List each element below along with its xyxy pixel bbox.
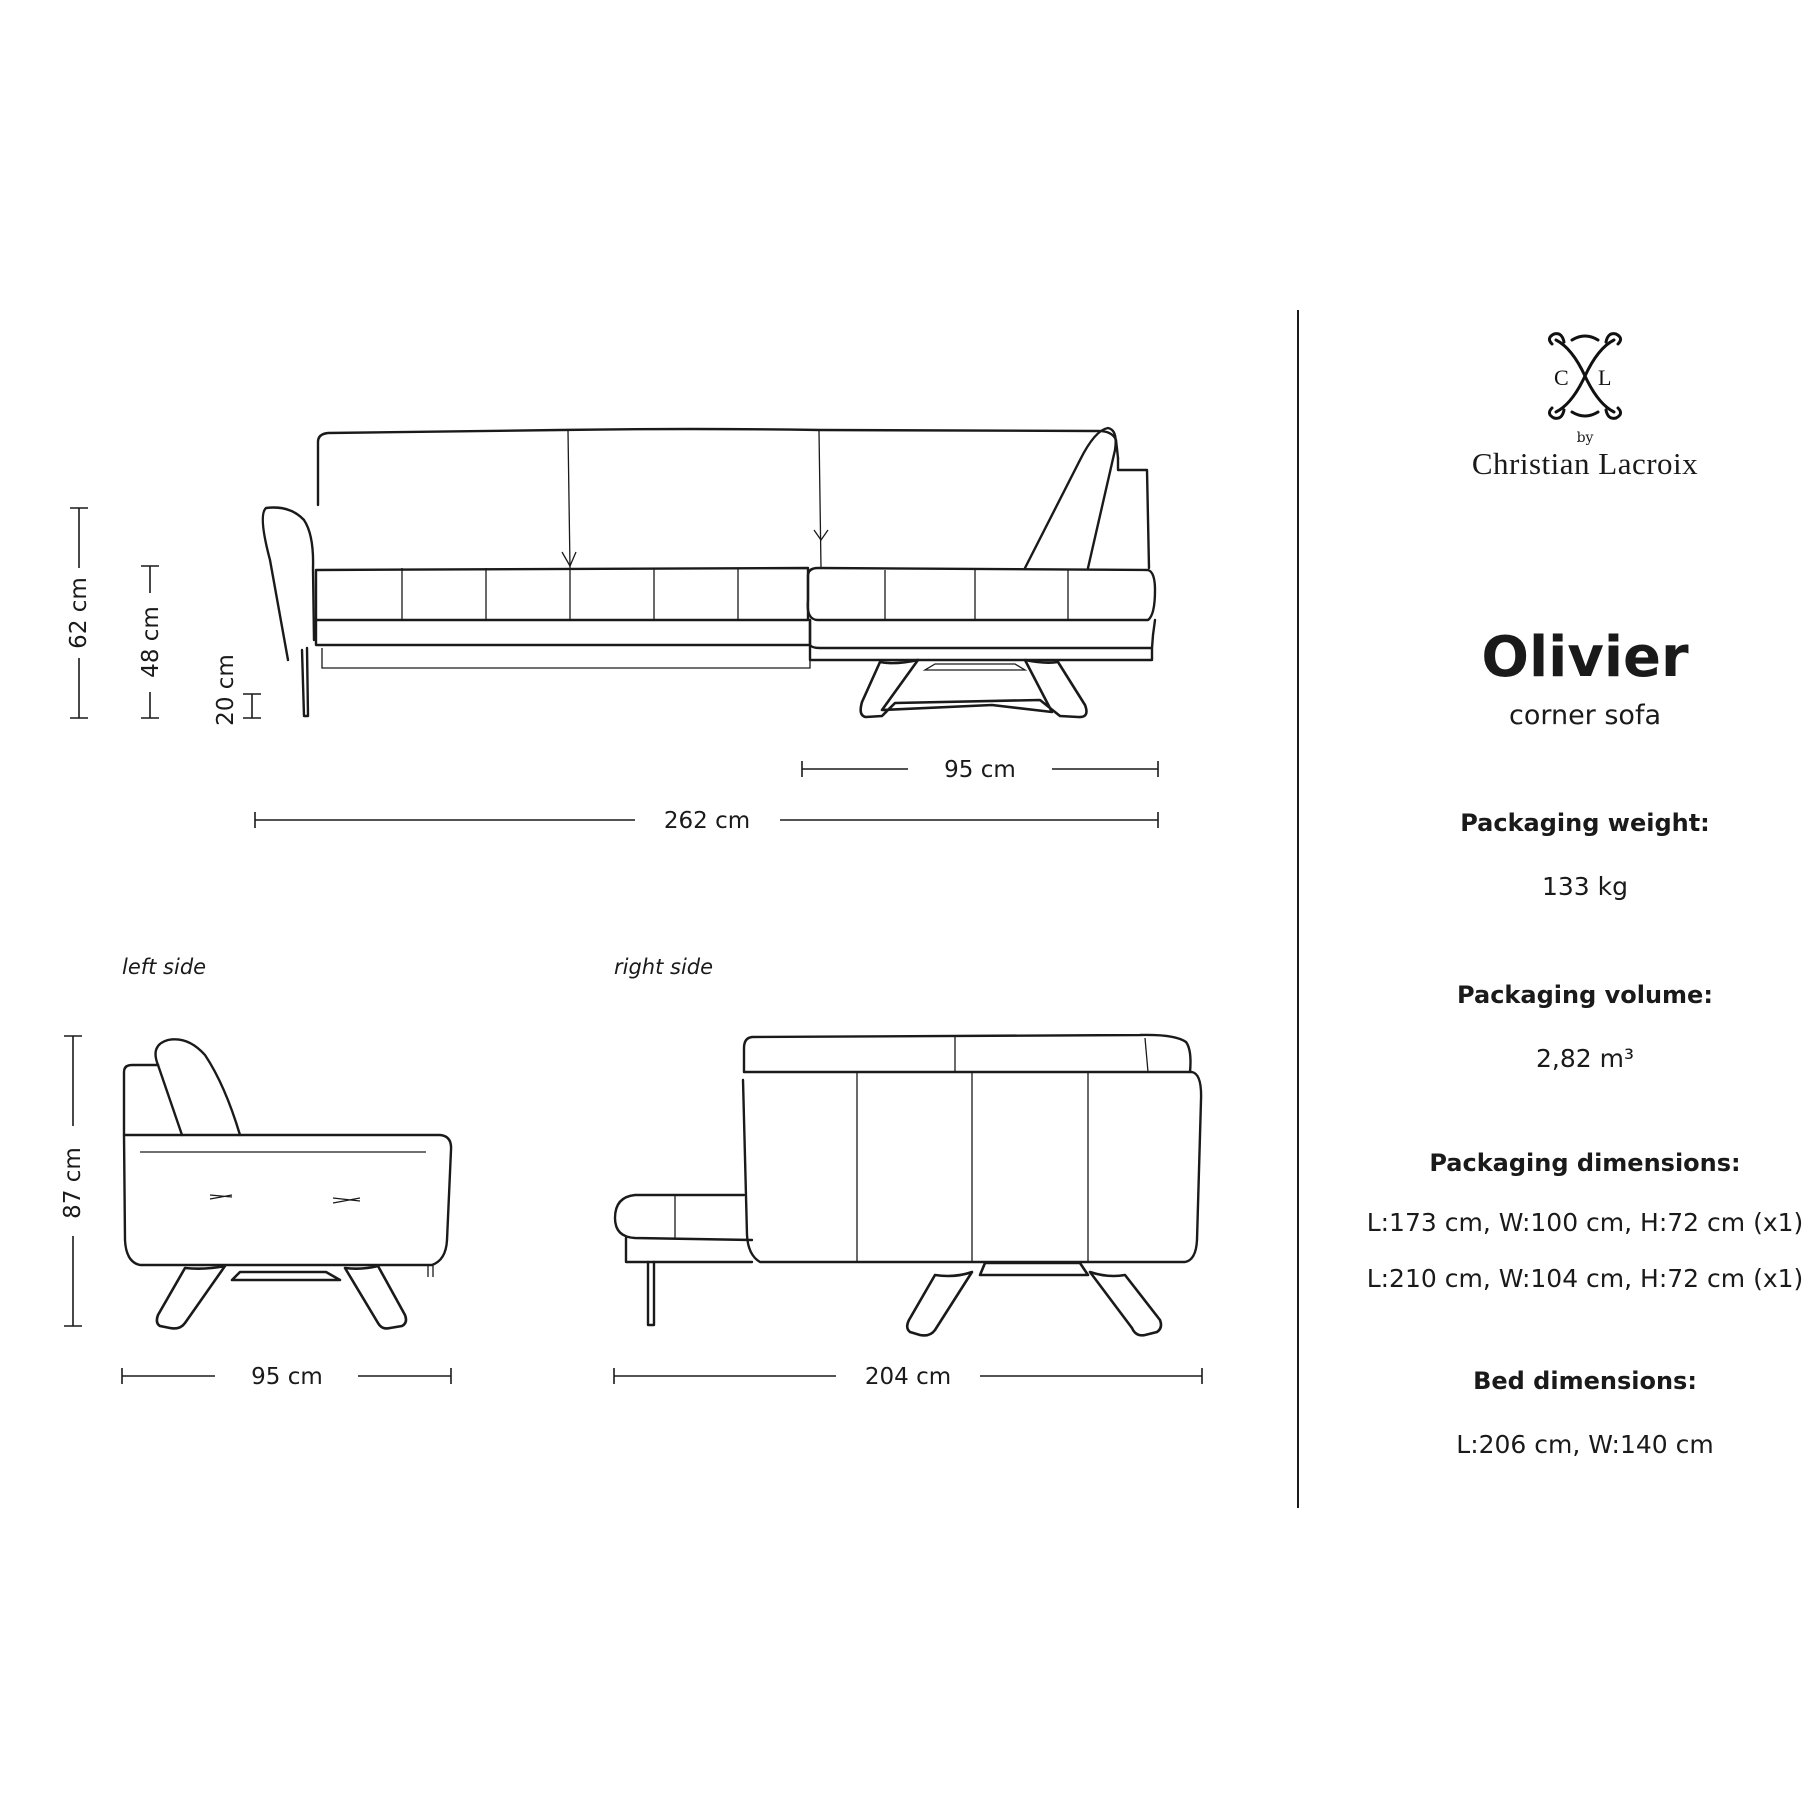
left-side-view-sofa: [124, 1039, 451, 1328]
right-side-view-sofa: [615, 1035, 1201, 1336]
front-width-total-label: 262 cm: [663, 808, 751, 834]
spec-label: Packaging weight:: [1460, 809, 1710, 837]
brand-by: by: [1576, 430, 1594, 446]
front-width-chaise-label: 95 cm: [944, 757, 1016, 783]
product-subtitle: corner sofa: [1508, 700, 1662, 731]
svg-text:C: C: [1554, 365, 1569, 390]
spec-label: Packaging dimensions:: [1429, 1149, 1741, 1177]
product-title: Olivier: [1481, 625, 1689, 690]
left-dimension-lines: [64, 1036, 451, 1384]
right-side-label: right side: [614, 955, 714, 979]
brand-logo: [1300, 330, 1818, 426]
cxl-monogram-icon: [1542, 330, 1628, 422]
spec-value: L:206 cm, W:140 cm: [1456, 1430, 1714, 1459]
spec-value: L:210 cm, W:104 cm, H:72 cm (x1): [1366, 1264, 1804, 1293]
spec-packaging-dimensions: [1300, 1149, 1818, 1307]
front-height-seat-label: 48 cm: [138, 606, 164, 678]
front-height-leg-label: 20 cm: [213, 654, 239, 726]
right-width-label: 204 cm: [864, 1364, 952, 1390]
left-height-label: 87 cm: [60, 1147, 86, 1219]
brand-name: Christian Lacroix: [1471, 446, 1699, 481]
left-depth-label: 95 cm: [251, 1364, 323, 1390]
svg-text:L: L: [1598, 365, 1612, 390]
spec-value: 133 kg: [1541, 872, 1628, 901]
spec-label: Bed dimensions:: [1473, 1367, 1697, 1395]
front-view-sofa: [263, 428, 1155, 717]
front-height-total-label: 62 cm: [66, 577, 92, 649]
spec-value: L:173 cm, W:100 cm, H:72 cm (x1): [1366, 1208, 1804, 1237]
info-panel: [1300, 330, 1818, 1473]
spec-packaging-weight: [1300, 809, 1818, 915]
spec-value: 2,82 m³: [1536, 1044, 1634, 1073]
spec-label: Packaging volume:: [1457, 981, 1713, 1009]
spec-bed-dimensions: [1300, 1367, 1818, 1473]
left-side-label: left side: [122, 955, 207, 979]
spec-packaging-volume: [1300, 981, 1818, 1087]
